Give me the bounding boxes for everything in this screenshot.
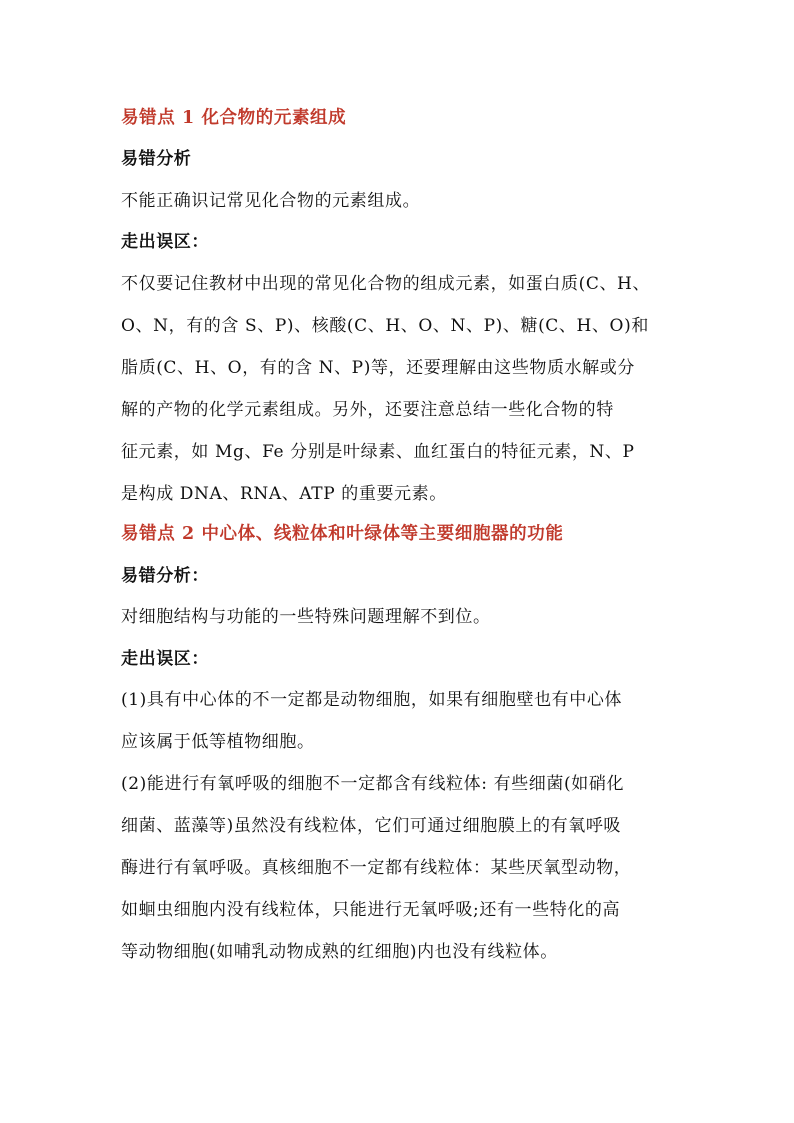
section2-fix-line: (1)具有中心体的不一定都是动物细胞，如果有细胞壁也有中心体 bbox=[121, 690, 623, 710]
section1-analysis-label: 易错分析 bbox=[121, 149, 192, 169]
section2-fix-line: 如蛔虫细胞内没有线粒体，只能进行无氧呼吸;还有一些特化的高 bbox=[121, 900, 621, 920]
section2-fix-line: 细菌、蓝藻等)虽然没有线粒体，它们可通过细胞膜上的有氧呼吸 bbox=[121, 816, 622, 836]
section2-fix-label: 走出误区： bbox=[121, 649, 209, 669]
section1-fix-line: 脂质(C、H、O，有的含 N、P)等，还要理解由这些物质水解或分 bbox=[121, 358, 635, 378]
section1-fix-line: 解的产物的化学元素组成。另外，还要注意总结一些化合物的特 bbox=[121, 400, 614, 420]
section2-analysis-text: 对细胞结构与功能的一些特殊问题理解不到位。 bbox=[121, 607, 491, 627]
section2-analysis-label: 易错分析： bbox=[121, 566, 209, 586]
section2-title: 易错点 2 中心体、线粒体和叶绿体等主要细胞器的功能 bbox=[121, 524, 564, 544]
section1-fix-line: O、N，有的含 S、P)、核酸(C、H、O、N、P)、糖(C、H、O)和 bbox=[121, 316, 649, 336]
section1-fix-line: 不仅要记住教材中出现的常见化合物的组成元素，如蛋白质(C、H、 bbox=[121, 274, 651, 294]
section1-analysis-text: 不能正确识记常见化合物的元素组成。 bbox=[121, 191, 421, 211]
section1-title: 易错点 1 化合物的元素组成 bbox=[121, 108, 347, 128]
section1-fix-line: 征元素，如 Mg、Fe 分别是叶绿素、血红蛋白的特征元素，N、P bbox=[121, 442, 635, 462]
section2-fix-line: 等动物细胞(如哺乳动物成熟的红细胞)内也没有线粒体。 bbox=[121, 942, 558, 962]
section2-fix-line: 酶进行有氧呼吸。真核细胞不一定都有线粒体：某些厌氧型动物， bbox=[121, 858, 632, 878]
section1-fix-line: 是构成 DNA、RNA、ATP 的重要元素。 bbox=[121, 484, 447, 504]
section1-fix-label: 走出误区： bbox=[121, 232, 209, 252]
section2-fix-line: 应该属于低等植物细胞。 bbox=[121, 732, 315, 752]
section2-fix-line: (2)能进行有氧呼吸的细胞不一定都含有线粒体: 有些细菌(如硝化 bbox=[121, 774, 625, 794]
